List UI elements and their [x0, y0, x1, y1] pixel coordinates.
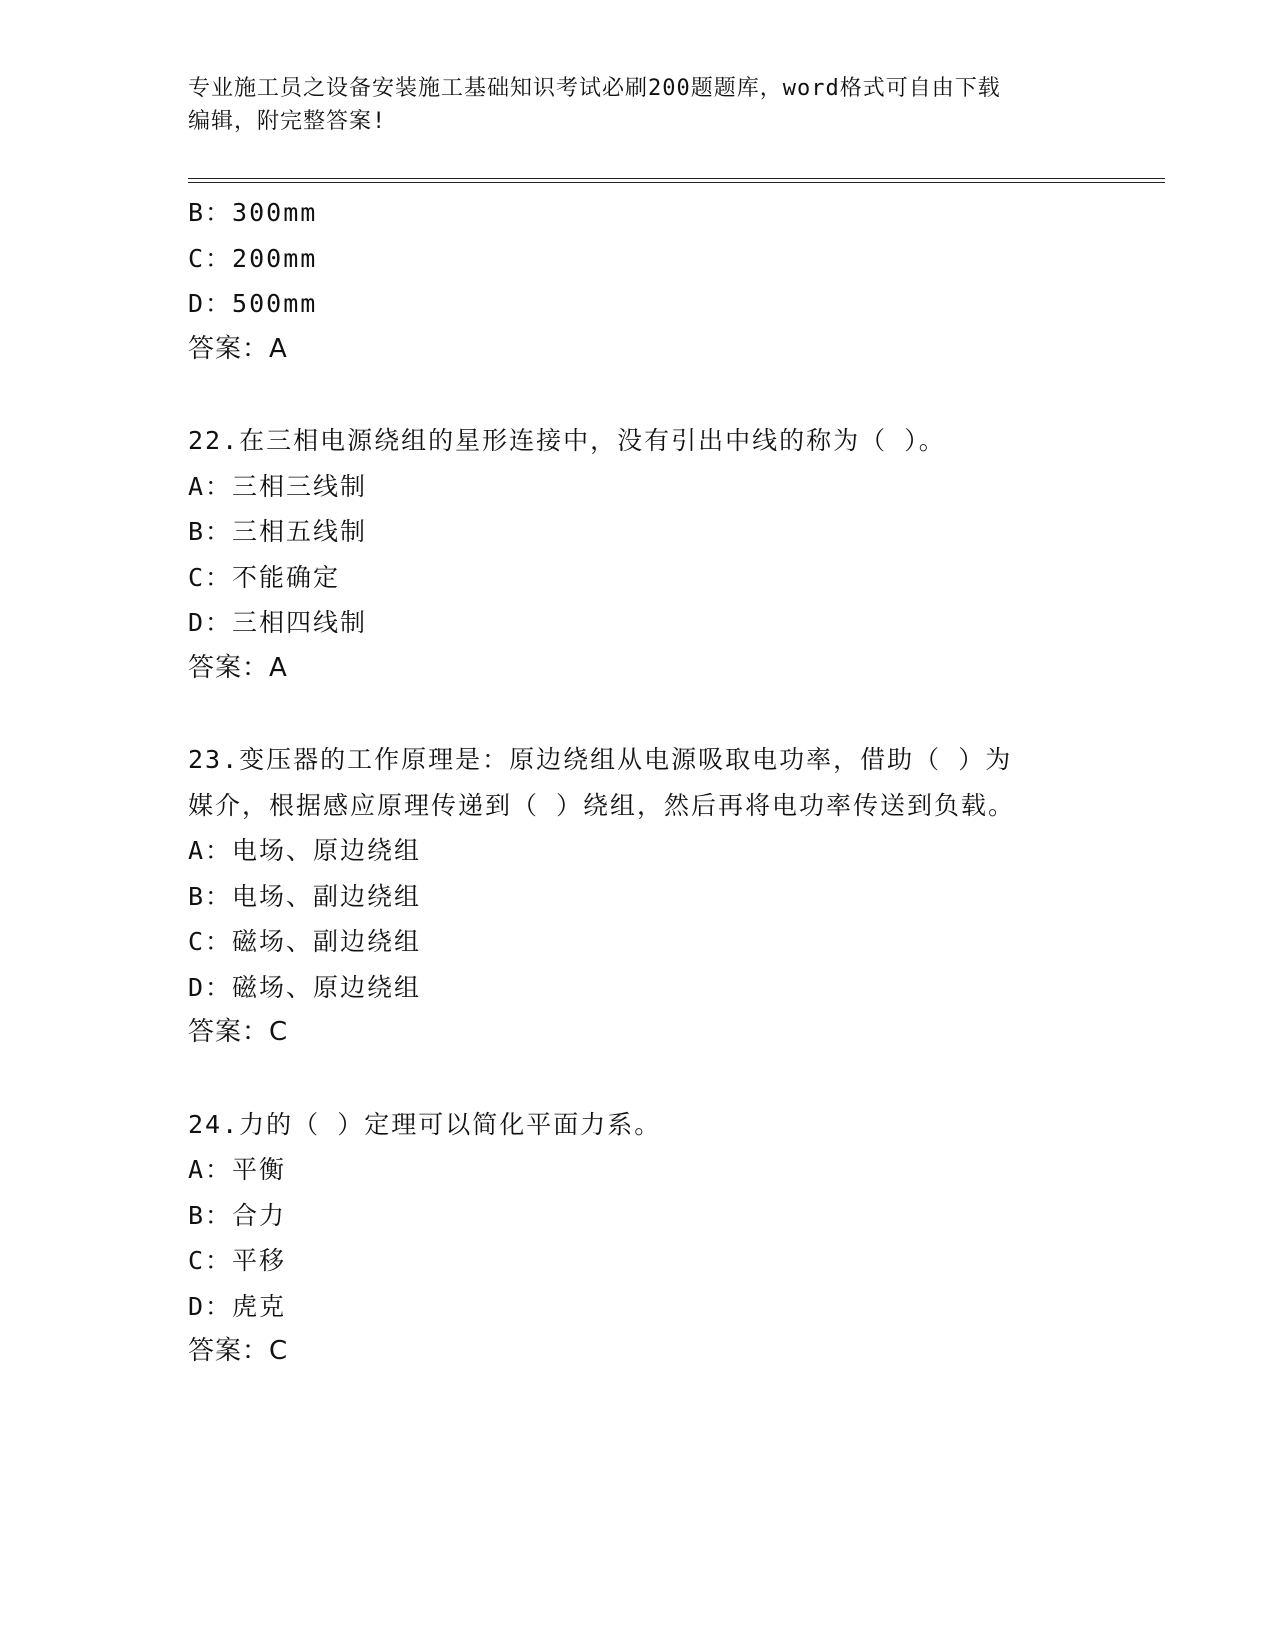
- question-24: [188, 1102, 1088, 1375]
- question-stem-line-2: 媒介，根据感应原理传递到（ ）绕组，然后再将电功率传送到负载。: [188, 790, 1016, 820]
- option-c: C：200mm: [188, 243, 318, 273]
- answer-line: 答案：C: [188, 1336, 289, 1366]
- option-b: B：三相五线制: [188, 517, 368, 546]
- option-b: B：300mm: [188, 198, 318, 227]
- header-title-line-1: 专业施工员之设备安装施工基础知识考试必刷200题题库，word格式可自由下载: [188, 76, 1001, 101]
- option-c: C：磁场、副边绕组: [188, 927, 422, 956]
- question-22: [188, 418, 1088, 691]
- option-d: D：三相四线制: [188, 608, 368, 637]
- question-gap: [188, 372, 1088, 418]
- option-d: D：500mm: [188, 289, 318, 318]
- header-title-line-2: 编辑，附完整答案!: [188, 109, 387, 134]
- header-rule-top: [188, 178, 1165, 179]
- option-b: B：合力: [188, 1200, 287, 1230]
- question-stem: 22.在三相电源绕组的星形连接中，没有引出中线的称为（ ）。: [188, 426, 946, 455]
- question-gap: [188, 1056, 1088, 1102]
- question-list: [188, 190, 1088, 1375]
- answer-line: 答案：A: [188, 333, 288, 364]
- option-a: A：电场、原边绕组: [188, 836, 422, 865]
- option-d: D：磁场、原边绕组: [188, 972, 422, 1002]
- option-c: C：不能确定: [188, 562, 341, 592]
- question-stem: 24.力的（ ）定理可以简化平面力系。: [188, 1109, 662, 1139]
- option-a: A：三相三线制: [188, 471, 368, 501]
- option-b: B：电场、副边绕组: [188, 881, 422, 911]
- option-c: C：平移: [188, 1246, 287, 1275]
- option-d: D：虎克: [188, 1291, 287, 1321]
- option-a: A：平衡: [188, 1155, 287, 1184]
- question-gap: [188, 691, 1088, 737]
- answer-line: 答案：A: [188, 652, 288, 683]
- question-23: [188, 737, 1088, 1056]
- question-fragment: [188, 190, 1088, 372]
- answer-line: 答案：C: [188, 1017, 289, 1047]
- header-rule-bottom: [188, 182, 1165, 183]
- question-stem-line-1: 23.变压器的工作原理是：原边绕组从电源吸取电功率，借助（ ）为: [188, 745, 1013, 774]
- document-header: [188, 72, 1088, 138]
